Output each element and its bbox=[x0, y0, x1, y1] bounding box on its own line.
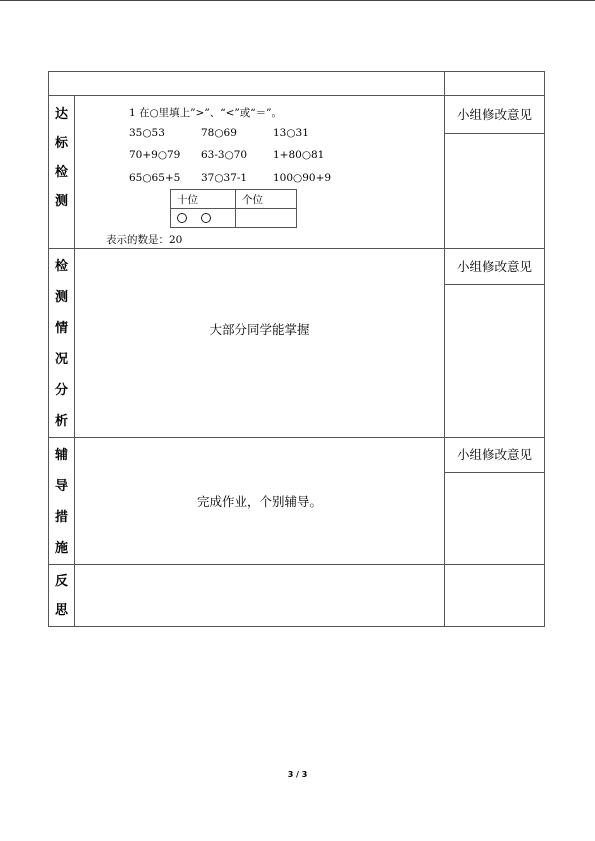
label-char: 达 bbox=[54, 107, 68, 122]
tens-header: 十位 bbox=[171, 190, 236, 209]
lesson-plan-page bbox=[48, 71, 544, 627]
analysis-side-cell bbox=[445, 249, 545, 438]
label-char: 情 bbox=[54, 321, 68, 336]
label-char: 标 bbox=[54, 136, 68, 151]
ones-beads bbox=[236, 209, 297, 228]
compare-item: 70+9○79 bbox=[129, 149, 181, 161]
reflection-section-label bbox=[49, 565, 75, 627]
group-revision-label: 小组修改意见 bbox=[445, 438, 544, 473]
test-content bbox=[75, 96, 445, 249]
compare-item: 35○53 bbox=[129, 127, 165, 139]
lesson-plan-table bbox=[48, 71, 545, 627]
label-char: 施 bbox=[54, 541, 68, 556]
label-char: 导 bbox=[54, 479, 68, 494]
test-side-cell bbox=[445, 96, 545, 249]
place-value-table bbox=[170, 189, 297, 228]
tutoring-section-row bbox=[49, 438, 545, 565]
label-char: 反 bbox=[54, 574, 68, 589]
reflection-side-cell bbox=[445, 565, 545, 627]
tutoring-content bbox=[75, 438, 445, 565]
label-char: 辅 bbox=[54, 448, 68, 463]
compare-item: 37○37-1 bbox=[201, 172, 248, 184]
label-char: 思 bbox=[54, 603, 68, 618]
page-number: 3 / 3 bbox=[287, 770, 308, 779]
label-char: 况 bbox=[54, 352, 68, 367]
bead-circle-icon bbox=[201, 213, 211, 223]
tutoring-side-cell bbox=[445, 438, 545, 565]
compare-item: 65○65+5 bbox=[129, 172, 181, 184]
compare-item: 13○31 bbox=[273, 127, 309, 139]
tens-beads bbox=[171, 209, 236, 228]
analysis-section-row bbox=[49, 249, 545, 438]
bead-circle-icon bbox=[177, 213, 187, 223]
group-revision-label: 小组修改意见 bbox=[445, 249, 544, 285]
header-cell-main bbox=[49, 72, 445, 96]
reflection-section-row bbox=[49, 565, 545, 627]
analysis-text: 大部分同学能掌握 bbox=[209, 322, 310, 337]
tutoring-section-label bbox=[49, 438, 75, 565]
analysis-content bbox=[75, 249, 445, 438]
analysis-section-label bbox=[49, 249, 75, 438]
compare-item: 100○90+9 bbox=[273, 172, 332, 184]
compare-item: 63-3○70 bbox=[201, 149, 248, 161]
number-note: 表示的数是：20 bbox=[106, 234, 183, 246]
label-char: 检 bbox=[54, 165, 68, 180]
header-cell-side bbox=[445, 72, 545, 96]
label-char: 测 bbox=[54, 290, 68, 305]
tutoring-text: 完成作业，个别辅导。 bbox=[196, 494, 322, 509]
header-row bbox=[49, 72, 545, 96]
label-char: 测 bbox=[54, 194, 68, 209]
reflection-content bbox=[75, 565, 445, 627]
label-char: 检 bbox=[54, 259, 68, 274]
test-section-label bbox=[49, 96, 75, 249]
label-char: 析 bbox=[54, 414, 68, 429]
compare-item: 78○69 bbox=[201, 127, 237, 139]
test-instruction: 1 在○里填上”>”、“<”或“＝”。 bbox=[129, 107, 282, 119]
label-char: 分 bbox=[54, 383, 68, 398]
group-revision-label: 小组修改意见 bbox=[445, 96, 544, 134]
ones-header: 个位 bbox=[236, 190, 297, 209]
label-char: 措 bbox=[54, 510, 68, 525]
compare-item: 1+80○81 bbox=[273, 149, 325, 161]
top-rule bbox=[0, 0, 595, 1]
test-section-row bbox=[49, 96, 545, 249]
